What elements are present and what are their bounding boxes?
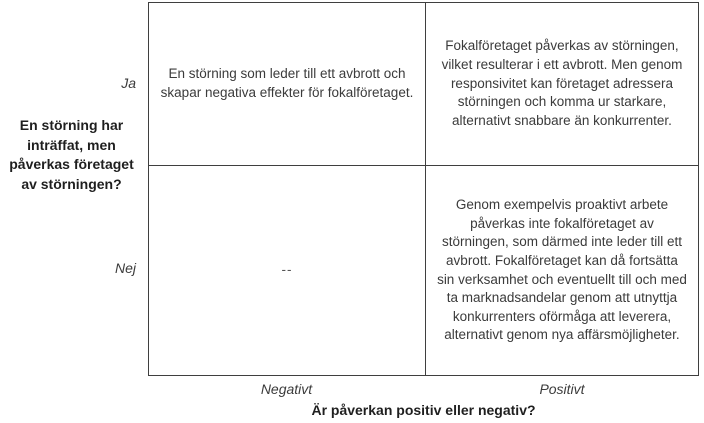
col-label-negativt: Negativt xyxy=(260,381,313,397)
cell-nej-positivt xyxy=(426,166,698,375)
cell-ja-positivt xyxy=(426,3,698,166)
row-label-nej: Nej xyxy=(114,260,136,276)
cell-ja-negativt-text: En störning som leder till ett avbrott och skapar negativa effekter för fokalföretaget. xyxy=(160,66,414,100)
x-axis-title: Är påverkan positiv eller negativ? xyxy=(311,402,536,418)
cell-nej-negativt-text: -- xyxy=(281,262,293,278)
y-axis-title: En störning har inträffat, men påverkas företaget av störningen? xyxy=(9,117,134,192)
cell-ja-positivt-text: Fokalföretaget påverkas av störningen, vilket resulterar i ett avbrott. Men genom responsivitet kan företaget adressera störningen och komma ur starkare, alternativt snabbare än konkurrenter. xyxy=(441,38,683,128)
row-label-ja: Ja xyxy=(121,75,136,91)
cell-nej-negativt xyxy=(149,166,426,375)
col-label-positivt: Positivt xyxy=(539,381,585,397)
cell-nej-positivt-text: Genom exempelvis proaktivt arbete påverkas inte fokalföretaget av störningen, som därmed inte leder till ett avbrott. Fokalföretaget kan då fortsätta sin verksamhet och eventuellt till och med ta marknadsandelar genom att utnyttja konkurrenters oförmåga att leverera, alternativt genom nya affärsmöjligheter. xyxy=(437,197,687,343)
cell-ja-negativt xyxy=(149,3,426,166)
matrix-grid xyxy=(148,2,699,376)
